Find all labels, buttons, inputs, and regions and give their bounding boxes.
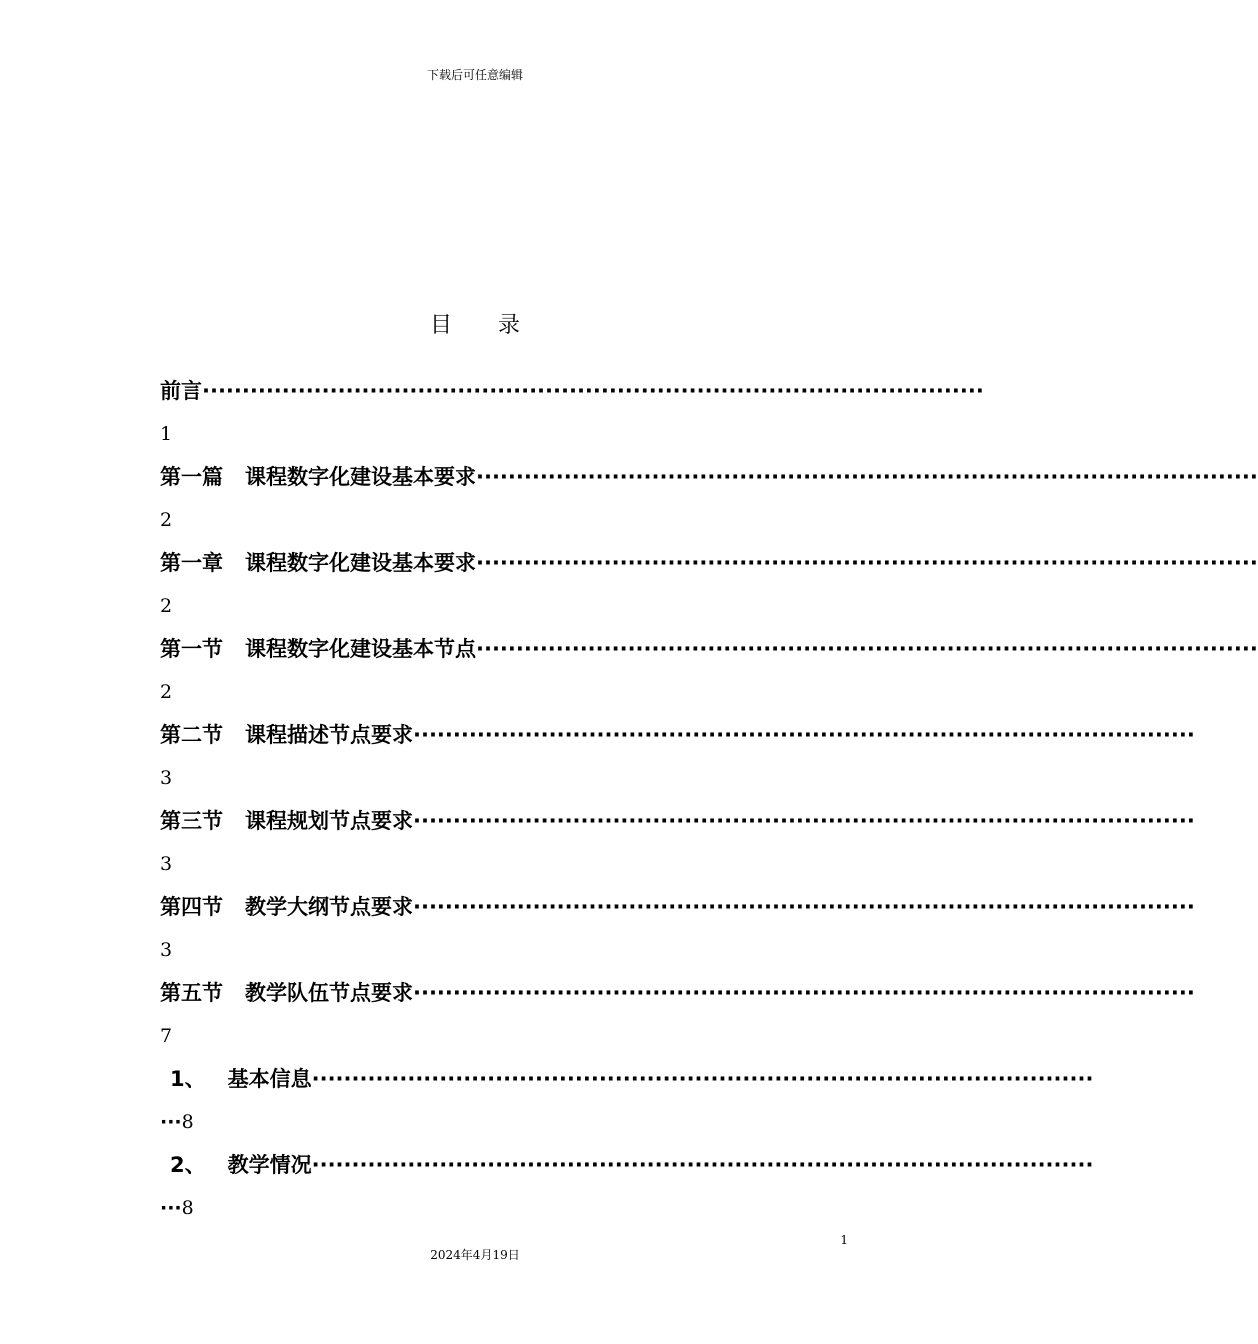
toc-entry-6[interactable] <box>160 886 1195 929</box>
toc-entry-title: 教学队伍节点要求 <box>245 981 413 1005</box>
toc-entry-page: 3 <box>160 767 173 789</box>
toc-entry-label: 第一章 <box>160 551 223 575</box>
toc-leader-dots: ·································································································· <box>202 379 984 403</box>
toc-entry-title: 课程数字化建设基本节点 <box>245 637 476 661</box>
toc-entry-7[interactable] <box>160 972 1195 1015</box>
toc-entry-label: 1、 <box>170 1067 206 1091</box>
page-footer-date: 2024年4月19日 <box>430 1248 520 1262</box>
toc-entry-title: 课程数字化建设基本要求 <box>245 465 476 489</box>
toc-entry-page: 3 <box>160 939 173 961</box>
toc-entry-page: 1 <box>160 423 173 445</box>
toc-entry-title: 基本信息 <box>227 1067 312 1091</box>
toc-entry-9[interactable] <box>160 1144 1094 1187</box>
toc-title <box>0 308 950 339</box>
page-header: 下载后可任意编辑 <box>426 68 523 82</box>
toc-entry-1[interactable] <box>160 456 1258 499</box>
toc-entry-label: 2、 <box>170 1153 206 1177</box>
toc-leader-dots: ·································································································· <box>311 1153 1094 1177</box>
toc-leader-dots: ·································································································· <box>413 723 1195 747</box>
toc-entry-page: 2 <box>160 509 173 531</box>
toc-leader-dots: ·································································································· <box>413 981 1195 1005</box>
toc-leader-dots: ·································································································· <box>311 1067 1094 1091</box>
toc-entry-page: 2 <box>160 595 173 617</box>
toc-entry-title: 教学情况 <box>227 1153 312 1177</box>
toc-leader-dots: ·································································································· <box>476 551 1258 575</box>
toc-entry-8[interactable] <box>160 1058 1094 1101</box>
toc-entry-label: 第二节 <box>160 723 223 747</box>
toc-entry-page: ···8 <box>160 1111 194 1133</box>
toc-entry-page: 2 <box>160 681 173 703</box>
toc-entry-0[interactable] <box>160 370 984 413</box>
toc-title-char-1: 目 <box>429 313 452 338</box>
toc-leader-dots: ·································································································· <box>413 895 1195 919</box>
toc-entry-title: 课程描述节点要求 <box>245 723 413 747</box>
toc-entry-page: 7 <box>160 1025 173 1047</box>
toc-entry-label: 第一篇 <box>160 465 223 489</box>
toc-leader-dots: ·································································································· <box>476 637 1258 661</box>
toc-entry-page: ···8 <box>160 1197 194 1219</box>
toc-entry-page: 3 <box>160 853 173 875</box>
toc-entry-5[interactable] <box>160 800 1195 843</box>
toc-entry-title: 教学大纲节点要求 <box>245 895 413 919</box>
toc-title-char-2: 录 <box>498 313 521 338</box>
toc-entry-label: 第四节 <box>160 895 223 919</box>
page-number: 1 <box>840 1233 848 1247</box>
toc-leader-dots: ·································································································· <box>476 465 1258 489</box>
toc-entry-4[interactable] <box>160 714 1195 757</box>
toc-entry-label: 前言 <box>160 379 202 403</box>
toc-entry-title: 课程规划节点要求 <box>245 809 413 833</box>
toc-entry-label: 第一节 <box>160 637 223 661</box>
toc-entry-label: 第五节 <box>160 981 223 1005</box>
toc-entry-title: 课程数字化建设基本要求 <box>245 551 476 575</box>
table-of-contents <box>160 370 1258 1230</box>
toc-leader-dots: ·································································································· <box>413 809 1195 833</box>
toc-entry-2[interactable] <box>160 542 1258 585</box>
toc-entry-3[interactable] <box>160 628 1258 671</box>
toc-entry-label: 第三节 <box>160 809 223 833</box>
